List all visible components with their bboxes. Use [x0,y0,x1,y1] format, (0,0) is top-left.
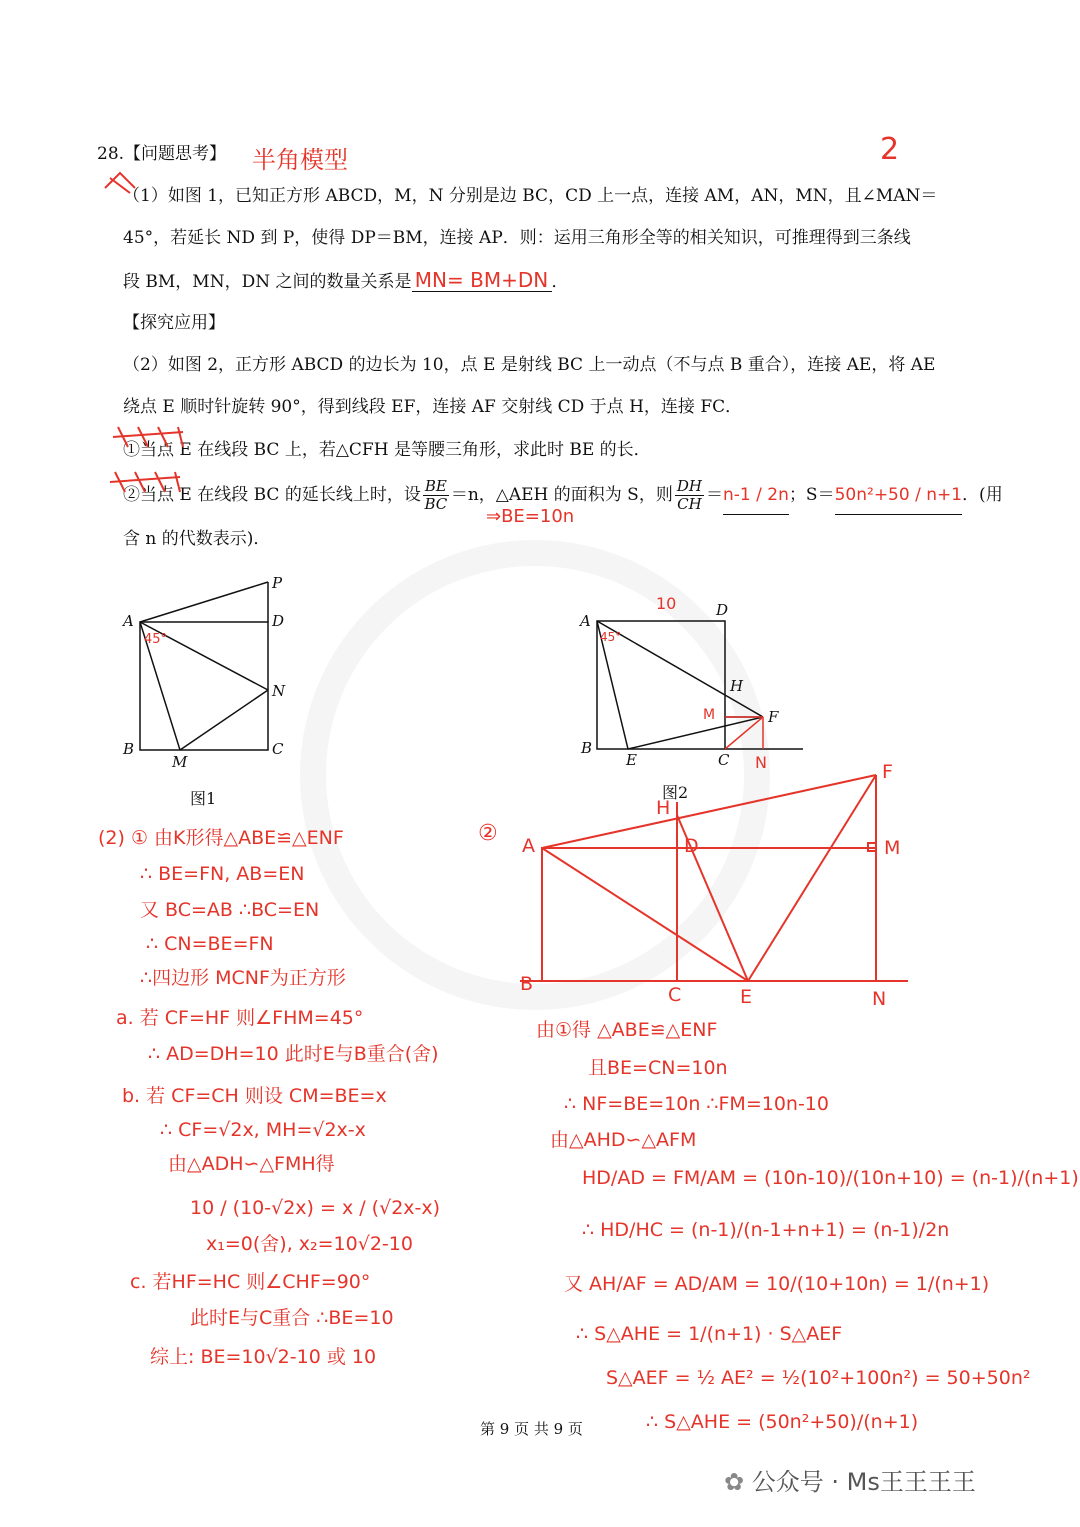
sol-right-line-1: 由①得 △ABE≌△ENF [536,1019,718,1041]
fig2-label-c: C [718,751,730,769]
star-mark-2 [108,422,188,452]
sol-left-line-14: 此时E与C重合 ∴BE=10 [190,1307,394,1329]
fig2-label-m: M [703,707,716,723]
sol-right-line-2: 且BE=CN=10n [588,1057,728,1079]
sol-right-line-5: HD/AD = FM/AM = (10n-10)/(10n+10) = (n-1)/(n+1) [582,1167,1079,1189]
sol-left-line-15: 综上: BE=10√2-10 或 10 [150,1346,377,1368]
p1-line3-suffix: ． [551,272,569,292]
sol-fig-label-a: A [522,835,535,857]
fig1-angle-45: 45° [144,632,168,647]
sol-right-line-6: ∴ HD/HC = (n-1)/(n-1+n+1) = (n-1)/2n [582,1219,950,1241]
wechat-account: 公众号 · Ms王王王王 [751,1468,976,1496]
note-half-angle-model: 半角模型 [252,146,348,174]
fig2-label-a: A [580,612,591,630]
sol-right-line-7: 又 AH/AF = AD/AM = 10/(10+10n) = 1/(n+1) [564,1273,990,1295]
page-number: 第 9 页 共 9 页 [480,1420,583,1438]
frac-be-den: BC [424,495,448,513]
sol-square [542,848,677,981]
p1-line3 [123,269,569,293]
sol-left-line-13: c. 若HF=HC 则∠CHF=90° [130,1271,371,1293]
p2-q2-s: ；S＝ [788,485,835,505]
frac-dh-den: CH [677,495,702,513]
fig2-label-b: B [581,739,593,757]
sol-fig-label-f: F [882,761,893,783]
sol-fig-label-b: B [520,973,534,995]
figure-1 [115,570,315,770]
fig1-label-c: C [272,740,284,758]
segment-mn [180,690,268,750]
section-title-2: 【探究应用】 [123,313,225,333]
segment-ap [140,582,268,622]
p1-line2: 45°，若延长 ND 到 P，使得 DP＝BM，连接 AP．则：运用三角形全等的相关知识，可推理得到三条线 [123,228,911,248]
sol-right-line-3: ∴ NF=BE=10n ∴FM=10n-10 [564,1093,829,1115]
equals-sign: ＝ [705,485,723,505]
segment-ef [628,717,763,749]
p2-q2-prefix: ②当点 E 在线段 BC 的延长线上时，设 [123,485,421,505]
fig1-label-m: M [172,753,188,771]
fig1-caption: 图1 [190,789,217,808]
sol-fig-label-h: H [656,797,671,819]
sol-left-line-9: ∴ CF=√2x, MH=√2x-x [160,1119,366,1141]
answer-ratio: n-1 / 2n [723,476,789,515]
sol-left-line-4: ∴ CN=BE=FN [146,933,274,955]
sol-fig-label-e: E [740,986,753,1008]
sol-right-line-10: ∴ S△AHE = (50n²+50)/(n+1) [646,1411,919,1433]
p2-line2: 绕点 E 顺时针旋转 90°，得到线段 EF，连接 AF 交射线 CD 于点 H，连接 FC． [123,397,743,417]
solution-figure [480,760,920,1010]
sol-left-line-11: 10 / (10-√2x) = x / (√2x-x) [190,1197,441,1219]
fig1-label-n: N [272,682,286,700]
sol-fig-label-d: D [684,835,699,857]
fig2-side-10: 10 [656,594,677,613]
sol-fig-label-c: C [668,984,682,1006]
fig2-angle-45: 45° [600,630,622,644]
p2-last-line: 含 n 的代数表示)． [123,529,271,549]
fig2-label-e: E [626,751,637,769]
frac-be-bc [423,478,449,513]
fig1-label-b: B [123,740,135,758]
wechat-source [724,1462,976,1497]
sol-left-line-2: ∴ BE=FN, AB=EN [140,863,305,885]
question-number: 28. [97,144,125,164]
sol-right-line-4: 由△AHD∽△AFM [550,1129,697,1151]
p1-answer: MN= BM+DN [412,269,552,292]
note-be-10n: ⇒BE=10n [486,506,575,527]
sol-fig-label-m: M [884,837,901,859]
frac-be-num: BE [424,477,447,495]
corner-mark: 2 [880,132,900,167]
sol-fig-label-n: N [872,988,887,1010]
sol-left-line-6: a. 若 CF=HF 则∠FHM=45° [116,1007,364,1029]
frac-dh-ch [675,478,704,513]
sol-left-line-12: x₁=0(舍), x₂=10√2-10 [206,1233,413,1255]
p1-line3-prefix: 段 BM，MN，DN 之间的数量关系是 [123,272,412,292]
fig2-caption: 图2 [662,783,689,802]
p2-q2-end: ．(用 [962,485,1003,505]
sol-left-line-5: ∴四边形 MCNF为正方形 [140,967,346,989]
fig2-label-n: N [755,753,767,772]
p1-line1: （1）如图 1，已知正方形 ABCD，M，N 分别是边 BC，CD 上一点，连接 AM，AN，MN，且∠MAN＝ [123,186,938,206]
star-mark-1 [100,168,140,198]
p2-q2-mid: ＝n，△AEH 的面积为 S，则 [450,485,673,505]
p2-line1: （2）如图 2，正方形 ABCD 的边长为 10，点 E 是射线 BC 上一动点（不与点 B 重合），连接 AE，将 AE [123,355,936,375]
fig2-label-h: H [730,677,744,695]
sol-right-line-9: S△AEF = ½ AE² = ½(10²+100n²) = 50+50n² [606,1367,1031,1389]
sol-left-line-8: b. 若 CF=CH 则设 CM=BE=x [122,1085,387,1107]
sol-seg-af [542,775,876,848]
segment-af [597,621,763,717]
sol-left-line-1: (2) ① 由K形得△ABE≌△ENF [98,827,344,849]
sol-left-line-7: ∴ AD=DH=10 此时E与B重合(舍) [148,1043,439,1065]
section-title-1: 【问题思考】 [124,144,227,164]
fig1-label-d: D [272,612,285,630]
sol-right-line-8: ∴ S△AHE = 1/(n+1) · S△AEF [576,1323,843,1345]
sol-seg-ef [748,775,876,981]
answer-area: 50n²+50 / n+1 [835,476,962,515]
sol-circle-2: ② [478,821,498,846]
p2-q1: ①当点 E 在线段 BC 上，若△CFH 是等腰三角形，求此时 BE 的长． [123,440,651,460]
fig2-label-f: F [768,708,779,726]
fig1-label-p: P [272,574,283,592]
star-mark-3 [105,467,185,497]
fig1-label-a: A [123,612,134,630]
sol-seg-ae [542,848,748,981]
question-header [97,143,226,165]
fig2-label-d: D [716,601,729,619]
sol-left-line-10: 由△ADH∽△FMH得 [168,1153,335,1175]
frac-dh-num: DH [676,477,702,495]
sol-left-line-3: 又 BC=AB ∴BC=EN [140,899,320,921]
wechat-icon: ✿ [724,1468,752,1496]
